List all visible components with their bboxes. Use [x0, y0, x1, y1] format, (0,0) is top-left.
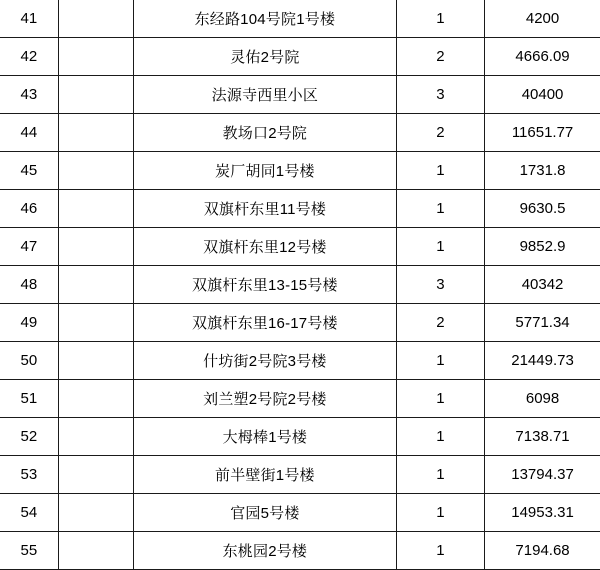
row-blank — [58, 152, 133, 190]
row-index: 49 — [0, 304, 58, 342]
table-row — [0, 190, 600, 228]
table-row — [0, 228, 600, 266]
row-index: 47 — [0, 228, 58, 266]
row-count: 1 — [396, 190, 484, 228]
table-row — [0, 456, 600, 494]
row-blank — [58, 0, 133, 38]
row-value: 4200 — [485, 0, 600, 38]
row-value: 40342 — [485, 266, 600, 304]
table-row — [0, 0, 600, 38]
table-row — [0, 342, 600, 380]
row-name: 双旗杆东里11号楼 — [133, 190, 396, 228]
row-name: 东经路104号院1号楼 — [133, 0, 396, 38]
table-row — [0, 380, 600, 418]
row-index: 43 — [0, 76, 58, 114]
row-index: 50 — [0, 342, 58, 380]
row-blank — [58, 342, 133, 380]
row-index: 44 — [0, 114, 58, 152]
row-count: 1 — [396, 532, 484, 570]
row-blank — [58, 456, 133, 494]
row-value: 14953.31 — [485, 494, 600, 532]
row-count: 2 — [396, 304, 484, 342]
row-name: 灵佑2号院 — [133, 38, 396, 76]
row-name: 双旗杆东里13-15号楼 — [133, 266, 396, 304]
table-row — [0, 152, 600, 190]
row-count: 1 — [396, 456, 484, 494]
row-blank — [58, 114, 133, 152]
row-count: 1 — [396, 228, 484, 266]
row-value: 11651.77 — [485, 114, 600, 152]
table-row — [0, 304, 600, 342]
row-blank — [58, 266, 133, 304]
row-name: 双旗杆东里16-17号楼 — [133, 304, 396, 342]
row-name: 炭厂胡同1号楼 — [133, 152, 396, 190]
row-blank — [58, 380, 133, 418]
row-blank — [58, 190, 133, 228]
row-index: 42 — [0, 38, 58, 76]
row-name: 教场口2号院 — [133, 114, 396, 152]
row-count: 2 — [396, 114, 484, 152]
row-blank — [58, 228, 133, 266]
row-count: 1 — [396, 152, 484, 190]
row-name: 官园5号楼 — [133, 494, 396, 532]
table-row — [0, 266, 600, 304]
table-row — [0, 532, 600, 570]
row-value: 5771.34 — [485, 304, 600, 342]
row-blank — [58, 38, 133, 76]
row-blank — [58, 304, 133, 342]
row-count: 1 — [396, 494, 484, 532]
row-blank — [58, 532, 133, 570]
row-value: 9852.9 — [485, 228, 600, 266]
row-count: 1 — [396, 380, 484, 418]
row-value: 9630.5 — [485, 190, 600, 228]
row-count: 3 — [396, 76, 484, 114]
row-index: 54 — [0, 494, 58, 532]
row-name: 前半壁街1号楼 — [133, 456, 396, 494]
table-row — [0, 494, 600, 532]
row-value: 21449.73 — [485, 342, 600, 380]
row-index: 41 — [0, 0, 58, 38]
row-blank — [58, 76, 133, 114]
row-blank — [58, 418, 133, 456]
row-index: 53 — [0, 456, 58, 494]
table-row — [0, 38, 600, 76]
table-row — [0, 76, 600, 114]
row-index: 52 — [0, 418, 58, 456]
row-name: 大栂棒1号楼 — [133, 418, 396, 456]
row-value: 1731.8 — [485, 152, 600, 190]
row-value: 13794.37 — [485, 456, 600, 494]
table-row — [0, 114, 600, 152]
row-name: 刘兰塑2号院2号楼 — [133, 380, 396, 418]
row-value: 6098 — [485, 380, 600, 418]
row-index: 46 — [0, 190, 58, 228]
row-index: 48 — [0, 266, 58, 304]
row-value: 4666.09 — [485, 38, 600, 76]
row-index: 51 — [0, 380, 58, 418]
row-count: 1 — [396, 0, 484, 38]
row-name: 东桃园2号楼 — [133, 532, 396, 570]
row-value: 7194.68 — [485, 532, 600, 570]
row-name: 什坊街2号院3号楼 — [133, 342, 396, 380]
row-count: 1 — [396, 342, 484, 380]
row-index: 45 — [0, 152, 58, 190]
row-blank — [58, 494, 133, 532]
row-value: 40400 — [485, 76, 600, 114]
row-name: 双旗杆东里12号楼 — [133, 228, 396, 266]
row-count: 2 — [396, 38, 484, 76]
row-value: 7138.71 — [485, 418, 600, 456]
row-index: 55 — [0, 532, 58, 570]
row-count: 3 — [396, 266, 484, 304]
row-name: 法源寺西里小区 — [133, 76, 396, 114]
row-count: 1 — [396, 418, 484, 456]
table-row — [0, 418, 600, 456]
